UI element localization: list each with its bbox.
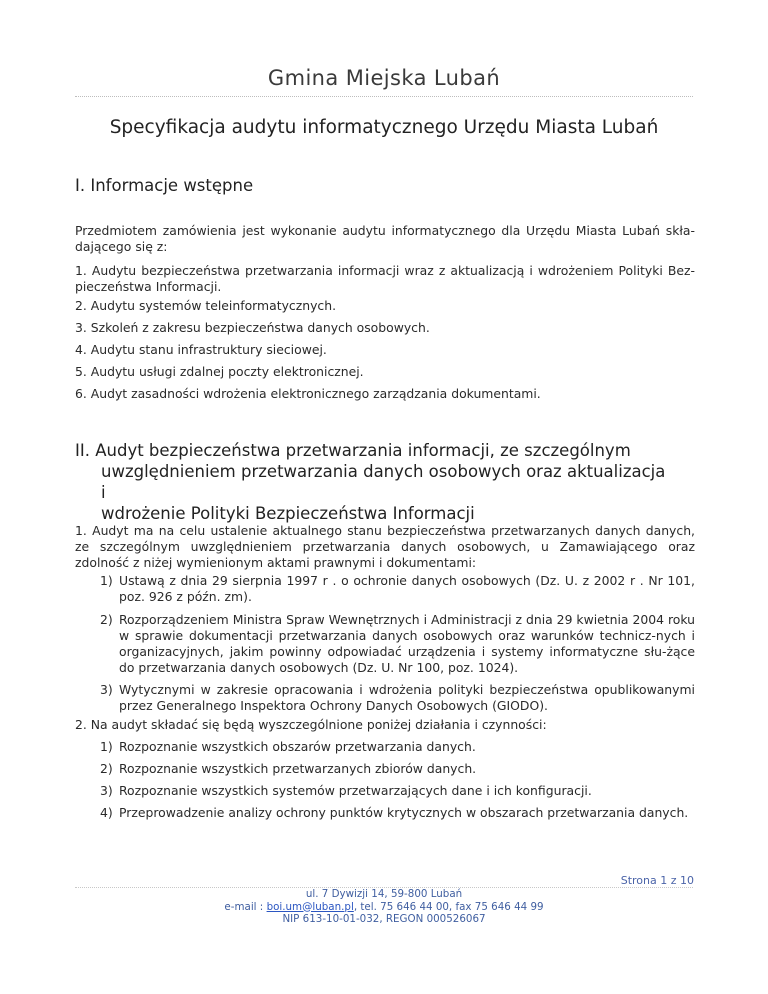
- legal-act-item: [100, 573, 695, 605]
- section1-item-5: 5. Audytu usługi zdalnej poczty elektronicznej.: [75, 364, 364, 379]
- section1-intro: Przedmiotem zamówienia jest wykonanie audytu informatycznego dla Urzędu Miasta Lubań skła-dającego się z:: [75, 223, 695, 254]
- footer-contact: [0, 901, 768, 914]
- section2-heading-line-3: wdrożenie Polityki Bezpieczeństwa Informacji: [101, 504, 475, 523]
- legal-act-number: 1): [100, 573, 113, 588]
- audit-action-item: [100, 739, 695, 755]
- audit-action-text: Rozpoznanie wszystkich obszarów przetwarzania danych.: [119, 739, 476, 754]
- section2-point-1: 1. Audyt ma na celu ustalenie aktualnego stanu bezpieczeństwa przetwarzanych danych danych, ze szczególnym uwzględnieniem przetwarzania danych osobowych, u Zamawiającego oraz zdolność z niżej wymienionym aktami prawnymi i dokumentami:: [75, 523, 695, 570]
- audit-action-text: Rozpoznanie wszystkich systemów przetwarzających dane i ich konfiguracji.: [119, 783, 592, 798]
- section2-heading: [75, 440, 675, 524]
- section1-heading: I. Informacje wstępne: [75, 176, 254, 195]
- section1-item-3: 3. Szkoleń z zakresu bezpieczeństwa danych osobowych.: [75, 320, 430, 335]
- legal-act-item: [100, 682, 695, 714]
- audit-action-item: [100, 783, 695, 799]
- legal-act-text: Wytycznymi w zakresie opracowania i wdrożenia polityki bezpieczeństwa opublikowanymi przez Generalnego Inspektora Ochrony Danych Osobowych (GIODO).: [119, 682, 695, 713]
- audit-action-item: [100, 805, 695, 821]
- legal-act-text: Rozporządzeniem Ministra Spraw Wewnętrznych i Administracji z dnia 29 kwietnia 2004 roku w sprawie dokumentacji przetwarzania danych osobowych oraz warunków technicz-nych i organizacyjnych, jakim powinny odpowiadać urządzenia i systemy informatyczne słu-żące do przetwarzania danych osobowych (Dz. U. Nr 100, poz. 1024).: [119, 612, 695, 675]
- legal-act-number: 2): [100, 612, 113, 627]
- footer-email-link[interactable]: boi.um@luban.pl: [266, 900, 354, 913]
- audit-action-number: 4): [100, 805, 113, 820]
- section1-item-2: 2. Audytu systemów teleinformatycznych.: [75, 298, 337, 313]
- page-number: Strona 1 z 10: [620, 874, 694, 887]
- section2-heading-line-2: uwzględnieniem przetwarzania danych osobowych oraz aktualizacja i: [101, 462, 666, 502]
- section1-item-1: 1. Audytu bezpieczeństwa przetwarzania informacji wraz z aktualizacją i wdrożeniem Polityki Bez-pieczeństwa Informacji.: [75, 263, 695, 294]
- footer: [0, 888, 768, 926]
- section2-heading-line-1: II. Audyt bezpieczeństwa przetwarzania informacji, ze szczególnym: [75, 441, 631, 460]
- footer-address: ul. 7 Dywizji 14, 59-800 Lubań: [305, 888, 463, 900]
- footer-phone-fax: , tel. 75 646 44 00, fax 75 646 44 99: [353, 900, 544, 913]
- footer-email-label: e-mail :: [224, 900, 267, 913]
- audit-action-text: Rozpoznanie wszystkich przetwarzanych zbiorów danych.: [119, 761, 477, 776]
- section1-item-6: 6. Audyt zasadności wdrożenia elektronicznego zarządzania dokumentami.: [75, 386, 541, 401]
- section2-point-2: 2. Na audyt składać się będą wyszczególnione poniżej działania i czynności:: [75, 717, 547, 732]
- audit-action-number: 2): [100, 761, 113, 776]
- legal-act-item: [100, 612, 695, 676]
- legal-act-text: Ustawą z dnia 29 sierpnia 1997 r . o ochronie danych osobowych (Dz. U. z 2002 r . Nr 101, poz. 926 z późn. zm).: [119, 573, 695, 604]
- audit-action-item: [100, 761, 695, 777]
- legal-act-number: 3): [100, 682, 113, 697]
- footer-tax-ids: NIP 613-10-01-032, REGON 000526067: [282, 913, 486, 925]
- header-divider: [75, 96, 693, 97]
- section1-item-4: 4. Audytu stanu infrastruktury sieciowej.: [75, 342, 327, 357]
- audit-action-number: 3): [100, 783, 113, 798]
- audit-action-text: Przeprowadzenie analizy ochrony punktów krytycznych w obszarach przetwarzania danych.: [119, 805, 689, 820]
- header-title: Gmina Miejska Lubań: [267, 66, 501, 90]
- audit-action-number: 1): [100, 739, 113, 754]
- document-title: Specyfikacja audytu informatycznego Urzędu Miasta Lubań: [109, 117, 659, 138]
